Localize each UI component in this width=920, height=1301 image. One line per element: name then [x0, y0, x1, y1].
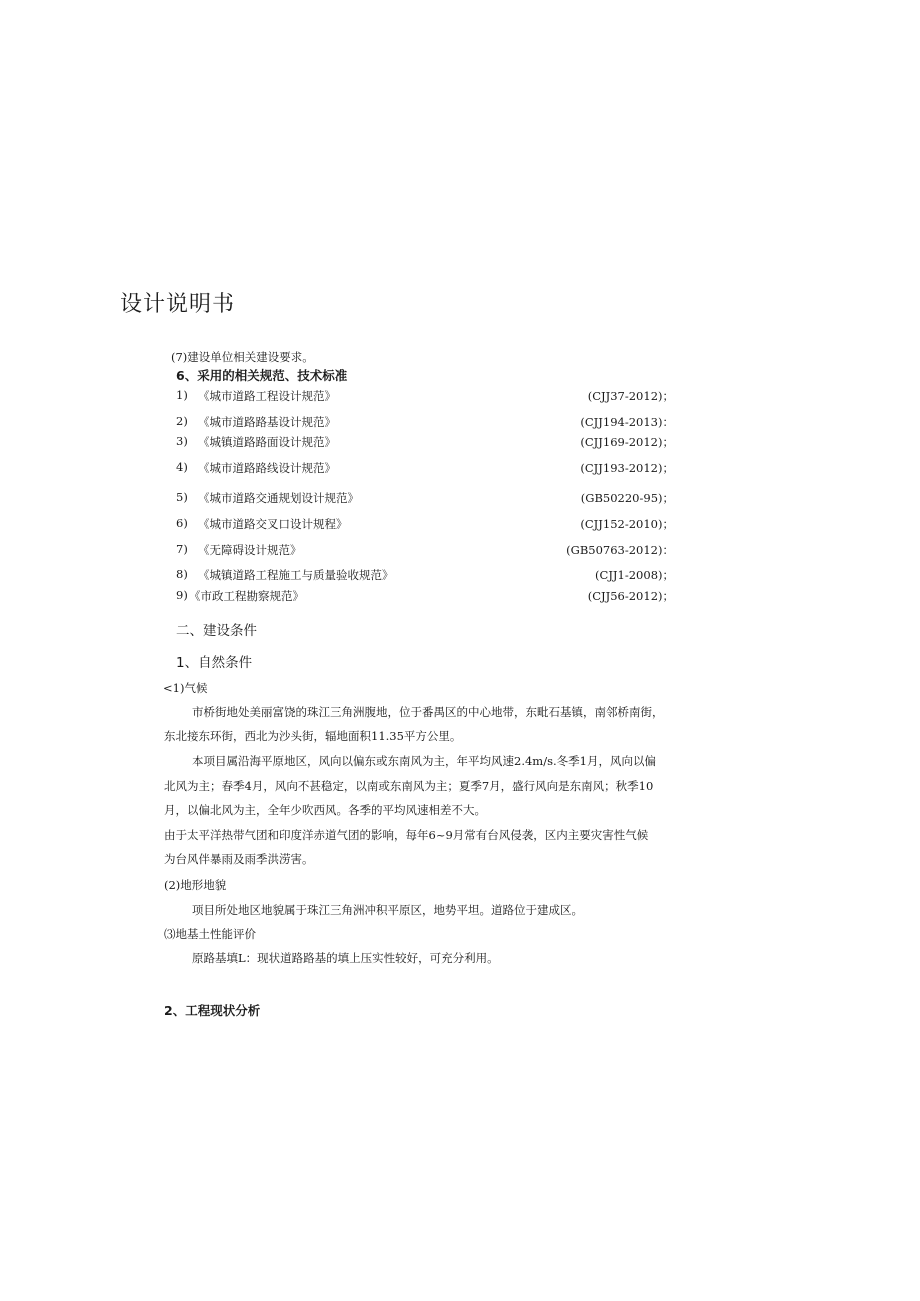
section-2-heading: 二、建设条件	[176, 623, 257, 639]
standard-row	[176, 434, 674, 450]
terrain-label: (2)地形地貌	[164, 878, 227, 892]
climate-paragraph-3-line-2: 为台风伴暴雨及雨季洪涝害。	[164, 852, 314, 866]
foundation-label: ⑶地基土性能评价	[164, 927, 256, 941]
standard-name: 《城市道路工程设计规范》	[198, 389, 336, 403]
standard-code: (CJJ193-2012)；	[580, 461, 674, 475]
standard-code: (CJJ194-2013)：	[580, 415, 674, 429]
standard-code: (GB50763-2012)：	[566, 543, 674, 557]
standard-number: 1)	[176, 388, 188, 402]
standard-number: 3)	[176, 434, 188, 448]
climate-paragraph-3-line-1: 由于太平洋热带气团和印度洋赤道气团的影响，每年6~9月常有台风侵袭，区内主要灾害性气候	[164, 828, 649, 842]
standard-row	[176, 460, 674, 476]
standard-name: 《城镇道路路面设计规范》	[198, 435, 336, 449]
standard-number: 4)	[176, 460, 188, 474]
standard-code: (CJJ37-2012)；	[587, 389, 674, 403]
subsection-1-heading: 1、自然条件	[176, 655, 253, 671]
standard-number: 6)	[176, 516, 188, 530]
standard-number: 8)	[176, 567, 188, 581]
standard-row	[176, 414, 674, 430]
climate-paragraph-1-line-1: 市桥街地处美丽富饶的珠江三角洲腹地，位于番禺区的中心地带，东毗石基镇，南邻桥南街，	[192, 705, 664, 719]
standard-name: 《无障碍设计规范》	[198, 543, 302, 557]
climate-label: <1)气候	[163, 681, 208, 695]
standard-name: 《城市道路交通规划设计规范》	[198, 491, 359, 505]
document-title: 设计说明书	[120, 292, 236, 317]
foundation-text: 原路基填L：现状道路路基的填上压实性较好，可充分利用。	[192, 951, 499, 965]
standard-number: 5)	[176, 490, 188, 504]
terrain-text: 项目所处地区地貌属于珠江三角洲冲积平原区，地势平坦。道路位于建成区。	[192, 903, 583, 917]
standard-name: 《市政工程勘察规范》	[189, 589, 304, 603]
standard-row	[176, 490, 674, 506]
standard-name: 《城镇道路工程施工与质量验收规范》	[198, 568, 394, 582]
standard-name: 《城市道路路基设计规范》	[198, 415, 336, 429]
standard-code: (CJJ152-2010)；	[580, 517, 674, 531]
climate-paragraph-2-line-3: 月，以偏北风为主，全年少吹西风。各季的平均风速相差不大。	[164, 803, 486, 817]
standard-row	[176, 516, 674, 532]
standard-code: (CJJ169-2012)；	[580, 435, 674, 449]
item-7-text: (7)建设单位相关建设要求。	[171, 350, 314, 364]
standard-number: 2)	[176, 414, 188, 428]
standard-code: (CJJ1-2008)；	[595, 568, 674, 582]
standard-row	[176, 388, 674, 404]
section-6-heading: 6、采用的相关规范、技术标准	[176, 368, 348, 383]
standard-row	[176, 542, 674, 558]
standard-code: (CJJ56-2012)；	[587, 589, 674, 603]
climate-paragraph-1-line-2: 东北接东环街，西北为沙头街，辐地面积11.35平方公里。	[164, 729, 462, 743]
subsection-2-heading: 2、工程现状分析	[164, 1003, 261, 1018]
climate-paragraph-2-line-2: 北风为主；春季4月，风向不甚稳定，以南或东南风为主；夏季7月，盛行风向是东南风；秋季10	[164, 779, 654, 793]
standard-row	[176, 588, 674, 604]
standard-code: (GB50220-95)；	[580, 491, 674, 505]
standard-row	[176, 567, 674, 583]
standard-number: 7)	[176, 542, 188, 556]
climate-paragraph-2-line-1: 本项目属沿海平原地区，风向以偏东或东南风为主，年平均风速2.4m/s.冬季1月，风向以偏	[192, 754, 656, 768]
standard-name: 《城市道路交叉口设计规程》	[198, 517, 348, 531]
standard-number: 9)	[176, 588, 188, 602]
standard-name: 《城市道路路线设计规范》	[198, 461, 336, 475]
